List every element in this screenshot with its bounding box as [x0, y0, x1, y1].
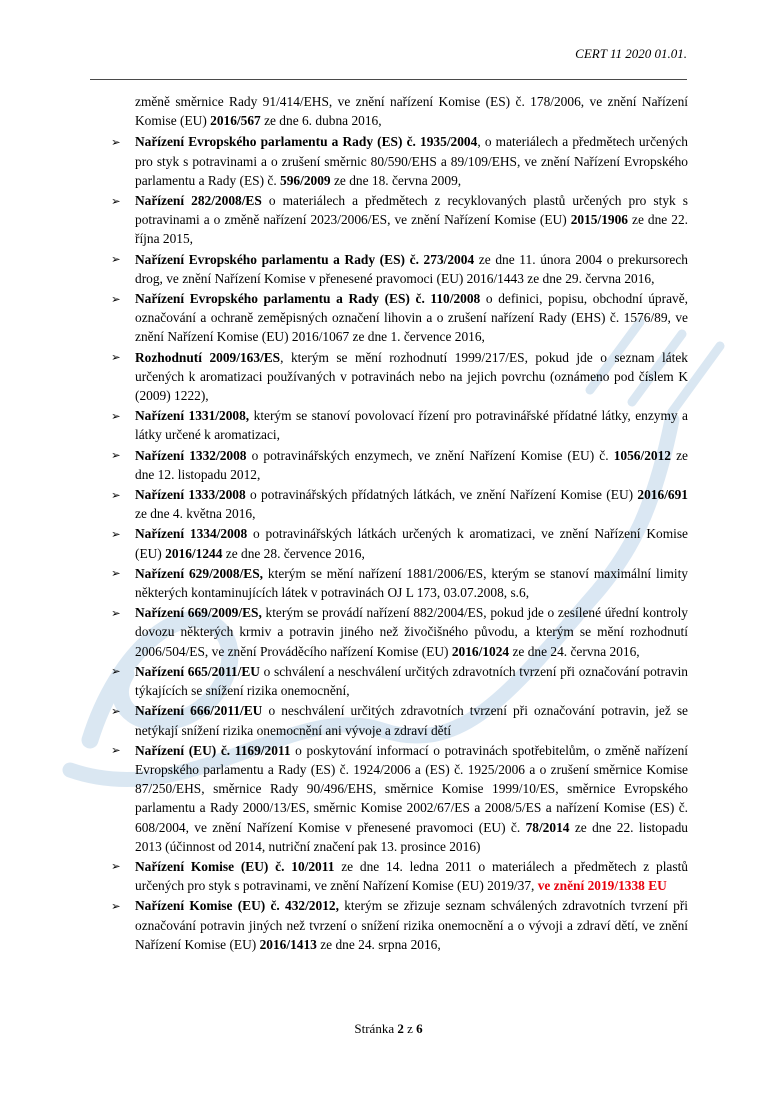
item-text: [135, 703, 688, 737]
body-text: ze dne 18. června 2009,: [330, 172, 462, 188]
regulation-title-text: Nařízení Komise (EU) č. 10/2011: [135, 858, 335, 874]
body-text: změně směrnice Rady 91/414/EHS, ve znění nařízení Komise (ES) č. 178/2006, ve znění Nařízení Komise (EU): [135, 94, 688, 129]
regulation-title-text: Nařízení Komise (EU) č. 432/2012,: [135, 898, 339, 914]
body-text: z: [403, 1020, 417, 1036]
body-text: ze dne 24. června 2016,: [509, 643, 640, 659]
list-item: [90, 857, 688, 895]
body-text: o potravinářských přídatných látkách, ve znění Nařízení Komise (EU): [245, 487, 638, 503]
document-body: [90, 92, 688, 955]
body-text: ze dne 6. dubna 2016,: [260, 113, 382, 129]
body-text: ze dne 24. srpna 2016,: [316, 936, 441, 952]
regulation-list: [90, 132, 688, 954]
list-item: [90, 191, 688, 249]
bullet-arrow-icon: ➢: [111, 605, 121, 620]
body-text: o definici, popisu, obchodní úpravě, označování a ochraně zeměpisných označení lihovin a o zrušení nařízení Rady (EHS) č. 1576/89, ve znění Nařízení Komise (EU) 2016/1067 ze dne 1. července 2016,: [135, 291, 689, 345]
bullet-arrow-icon: ➢: [111, 193, 121, 208]
bullet-arrow-icon: ➢: [111, 859, 121, 874]
bullet-arrow-icon: ➢: [111, 134, 121, 149]
bullet-arrow-icon: ➢: [111, 664, 121, 679]
item-text: [135, 487, 688, 521]
body-text: ze dne 14. ledna 2011 o materiálech a předmětech z plastů určených pro styk s potravinami, ve znění Nařízení Komise (EU) 2019/37,: [135, 858, 688, 894]
list-item: [90, 132, 688, 190]
page-number-footer: [0, 1019, 777, 1038]
list-item: [90, 348, 688, 406]
list-item: [90, 250, 688, 288]
body-text: kterým se stanoví povolovací řízení pro potravinářské přídatné látky, enzymy a látky určené k aromatizaci,: [135, 408, 688, 443]
regulation-title-text: Nařízení Evropského parlamentu a Rady (ES) č. 110/2008: [135, 291, 481, 307]
document-id-header: CERT 11 2020 01.01.: [90, 44, 687, 80]
regulation-title-text: 596/2009: [280, 172, 331, 188]
list-item: [90, 896, 688, 954]
regulation-title-text: 2: [397, 1020, 404, 1036]
regulation-title-text: Nařízení 666/2011/EU: [135, 703, 263, 719]
regulation-title-text: 2016/567: [210, 113, 261, 129]
list-item: [90, 564, 688, 602]
regulation-title-text: Nařízení 1334/2008: [135, 526, 248, 542]
body-text: o materiálech a předmětech z recyklovaných plastů určených pro styk s potravinami a o změně nařízení 2023/2006/ES, ve znění Nařízení Komise (EU): [135, 193, 688, 228]
amendment-highlight-text: ve znění 2019/1338 EU: [537, 878, 667, 894]
body-text: Stránka: [354, 1020, 398, 1036]
body-text: , o materiálech a předmětech určených pro styk s potravinami a o zrušení směrnic 80/590/EHS a 89/109/EHS, ve znění Nařízení Evropského parlamentu a Rady (ES) č.: [135, 134, 688, 188]
body-text: ze dne 22. října 2015,: [135, 212, 688, 247]
regulation-title-text: Nařízení 1332/2008: [135, 447, 247, 463]
regulation-title-text: 2016/1024: [451, 643, 510, 659]
regulation-title-text: Nařízení (EU) č. 1169/2011: [135, 742, 291, 758]
body-text: o potravinářských enzymech, ve znění Nařízení Komise (EU) č.: [246, 447, 614, 463]
regulation-title-text: Nařízení 1333/2008: [135, 487, 246, 503]
bullet-arrow-icon: ➢: [111, 487, 121, 502]
item-text: [135, 898, 688, 951]
list-item: [90, 524, 688, 562]
body-text: kterým se provádí nařízení 882/2004/ES, pokud jde o zesílené úřední kontroly dovozu některých krmiv a potravin jiného než živočišného původu, a kterým se mění rozhodnutí 2006/504/ES, ve znění Prováděcího nařízení Komise (EU): [135, 605, 689, 659]
regulation-title-text: 2016/691: [637, 487, 688, 503]
body-text: o neschválení určitých zdravotních tvrzení při označování potravin, jež se netýkají snížení rizika onemocnění ani vývoje a zdraví dětí: [135, 703, 689, 738]
item-text: [135, 566, 688, 600]
body-text: ze dne 11. února 2004 o prekursorech drog, ve znění Nařízení Komise v přenesené pravomoci (EU) 2016/1443 ze dne 29. června 2016,: [135, 251, 688, 286]
item-text: [135, 134, 688, 187]
body-text: ze dne 22. listopadu 2013 (účinnost od 2014, nutriční značení pak 13. prosince 2016): [135, 819, 688, 854]
bullet-arrow-icon: ➢: [111, 898, 121, 913]
item-text: [135, 605, 688, 658]
list-item: [90, 603, 688, 661]
item-text: [135, 859, 688, 893]
intro-continuation-paragraph: [90, 92, 688, 130]
regulation-title-text: Nařízení 665/2011/EU: [135, 663, 260, 679]
list-item: [90, 446, 688, 484]
regulation-title-text: 1056/2012: [613, 447, 671, 463]
body-text: ze dne 4. května 2016,: [135, 506, 256, 522]
regulation-title-text: Nařízení Evropského parlamentu a Rady (ES) č. 1935/2004: [135, 134, 478, 150]
item-text: [135, 743, 688, 854]
bullet-arrow-icon: ➢: [111, 703, 121, 718]
list-item: [90, 662, 688, 700]
body-text: ze dne 12. listopadu 2012,: [135, 447, 688, 482]
bullet-arrow-icon: ➢: [111, 252, 121, 267]
bullet-arrow-icon: ➢: [111, 526, 121, 541]
item-text: [135, 350, 688, 403]
body-text: kterým se mění nařízení 1881/2006/ES, kterým se stanoví maximální limity některých kontaminujících látek v potravinách OJ L 173, 03.07.2008, s.6,: [135, 565, 689, 601]
item-text: [135, 193, 688, 246]
body-text: ze dne 28. července 2016,: [222, 545, 365, 561]
regulation-title-text: Nařízení Evropského parlamentu a Rady (ES) č. 273/2004: [135, 251, 475, 267]
regulation-title-text: 2016/1413: [259, 936, 317, 952]
regulation-title-text: Nařízení 1331/2008,: [135, 408, 250, 424]
body-text: , kterým se mění rozhodnutí 1999/217/ES, pokud jde o seznam látek určených k aromatizaci používaných v potravinách nebo na jejich povrchu (oznámeno pod číslem K (2009) 1222),: [135, 349, 688, 404]
regulation-title-text: Nařízení 629/2008/ES,: [135, 565, 264, 581]
bullet-arrow-icon: ➢: [111, 743, 121, 758]
body-text: o potravinářských látkách určených k aromatizaci, ve znění Nařízení Komise (EU): [135, 526, 688, 561]
item-text: [135, 408, 688, 442]
bullet-arrow-icon: ➢: [111, 448, 121, 463]
regulation-title-text: 6: [416, 1020, 423, 1036]
item-text: [135, 291, 688, 344]
list-item: [90, 741, 688, 856]
item-text: [135, 526, 688, 560]
regulation-title-text: 78/2014: [525, 819, 570, 835]
body-text: o schválení a neschválení určitých zdravotních tvrzení při označování potravin týkajících se snížení rizika onemocnění,: [135, 663, 688, 699]
item-text: [135, 448, 688, 482]
bullet-arrow-icon: ➢: [111, 350, 121, 365]
regulation-title-text: Nařízení 282/2008/ES: [135, 193, 262, 209]
list-item: [90, 701, 688, 739]
bullet-arrow-icon: ➢: [111, 291, 121, 306]
body-text: kterým se zřizuje seznam schválených zdravotních tvrzení při označování potravin jiných než tvrzení o snížení rizika onemocnění a o vývoji a zdraví dětí, ve znění Nařízení Komise (EU): [135, 898, 688, 952]
body-text: o poskytování informací o potravinách spotřebitelům, o změně nařízení Evropského parlamentu a Rady (ES) č. 1924/2006 a (ES) č. 1925/2006 a o zrušení směrnice Komise 87/250/EHS, směrnice Rady 90/496/EHS, směrnice Komise 1999/10/ES, směrnice Evropského parlamentu a Rady 2000/13/ES, směrnic Komise 2002/67/ES a 2008/5/ES a nařízení Komise (ES) č. 608/2004, ve znění Nařízení Komise v přenesené pravomoci (EU) č.: [135, 742, 688, 835]
list-item: [90, 289, 688, 347]
regulation-title-text: 2015/1906: [570, 212, 628, 228]
regulation-title-text: Nařízení 669/2009/ES,: [135, 605, 262, 621]
item-text: [135, 252, 688, 286]
bullet-arrow-icon: ➢: [111, 566, 121, 581]
list-item: [90, 406, 688, 444]
regulation-title-text: 2016/1244: [165, 545, 223, 561]
list-item: [90, 485, 688, 523]
regulation-title-text: Rozhodnutí 2009/163/ES: [135, 349, 281, 365]
item-text: [135, 664, 688, 698]
bullet-arrow-icon: ➢: [111, 408, 121, 423]
